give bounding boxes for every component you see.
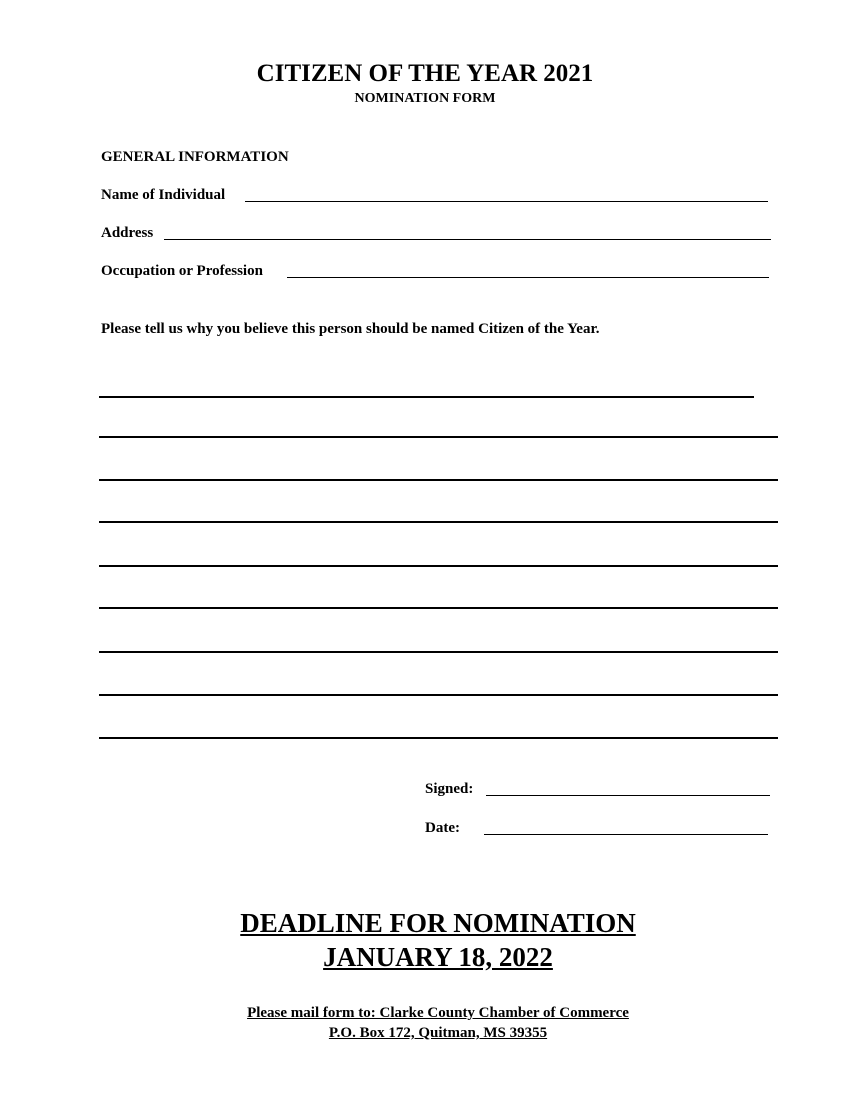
essay-line-1[interactable]: [99, 396, 754, 398]
signature-field[interactable]: [486, 795, 770, 796]
essay-line-8[interactable]: [99, 694, 778, 696]
date-field[interactable]: [484, 834, 768, 835]
essay-line-2[interactable]: [99, 436, 778, 438]
deadline-heading: DEADLINE FOR NOMINATION: [240, 908, 636, 938]
form-title: CITIZEN OF THE YEAR 2021: [256, 60, 594, 87]
occupation-field[interactable]: [287, 277, 769, 278]
essay-line-9[interactable]: [99, 737, 778, 739]
name-of-individual-field[interactable]: [245, 201, 768, 202]
essay-prompt: Please tell us why you believe this person should be named Citizen of the Year.: [101, 321, 600, 337]
address-label: Address: [101, 225, 154, 241]
essay-line-7[interactable]: [99, 651, 778, 653]
mailing-instruction: Please mail form to: Clarke County Chamber of Commerce: [247, 1005, 629, 1021]
date-label: Date:: [425, 820, 460, 836]
occupation-label: Occupation or Profession: [101, 263, 263, 279]
name-of-individual-label: Name of Individual: [101, 187, 226, 203]
essay-line-3[interactable]: [99, 479, 778, 481]
essay-line-6[interactable]: [99, 607, 778, 609]
mailing-address: P.O. Box 172, Quitman, MS 39355: [328, 1025, 548, 1041]
section-heading-general-information: GENERAL INFORMATION: [101, 149, 289, 165]
deadline-date: JANUARY 18, 2022: [323, 942, 553, 972]
essay-line-4[interactable]: [99, 521, 778, 523]
essay-line-5[interactable]: [99, 565, 778, 567]
form-subtitle: NOMINATION FORM: [354, 91, 496, 106]
signed-label: Signed:: [425, 781, 474, 797]
address-field[interactable]: [164, 239, 771, 240]
